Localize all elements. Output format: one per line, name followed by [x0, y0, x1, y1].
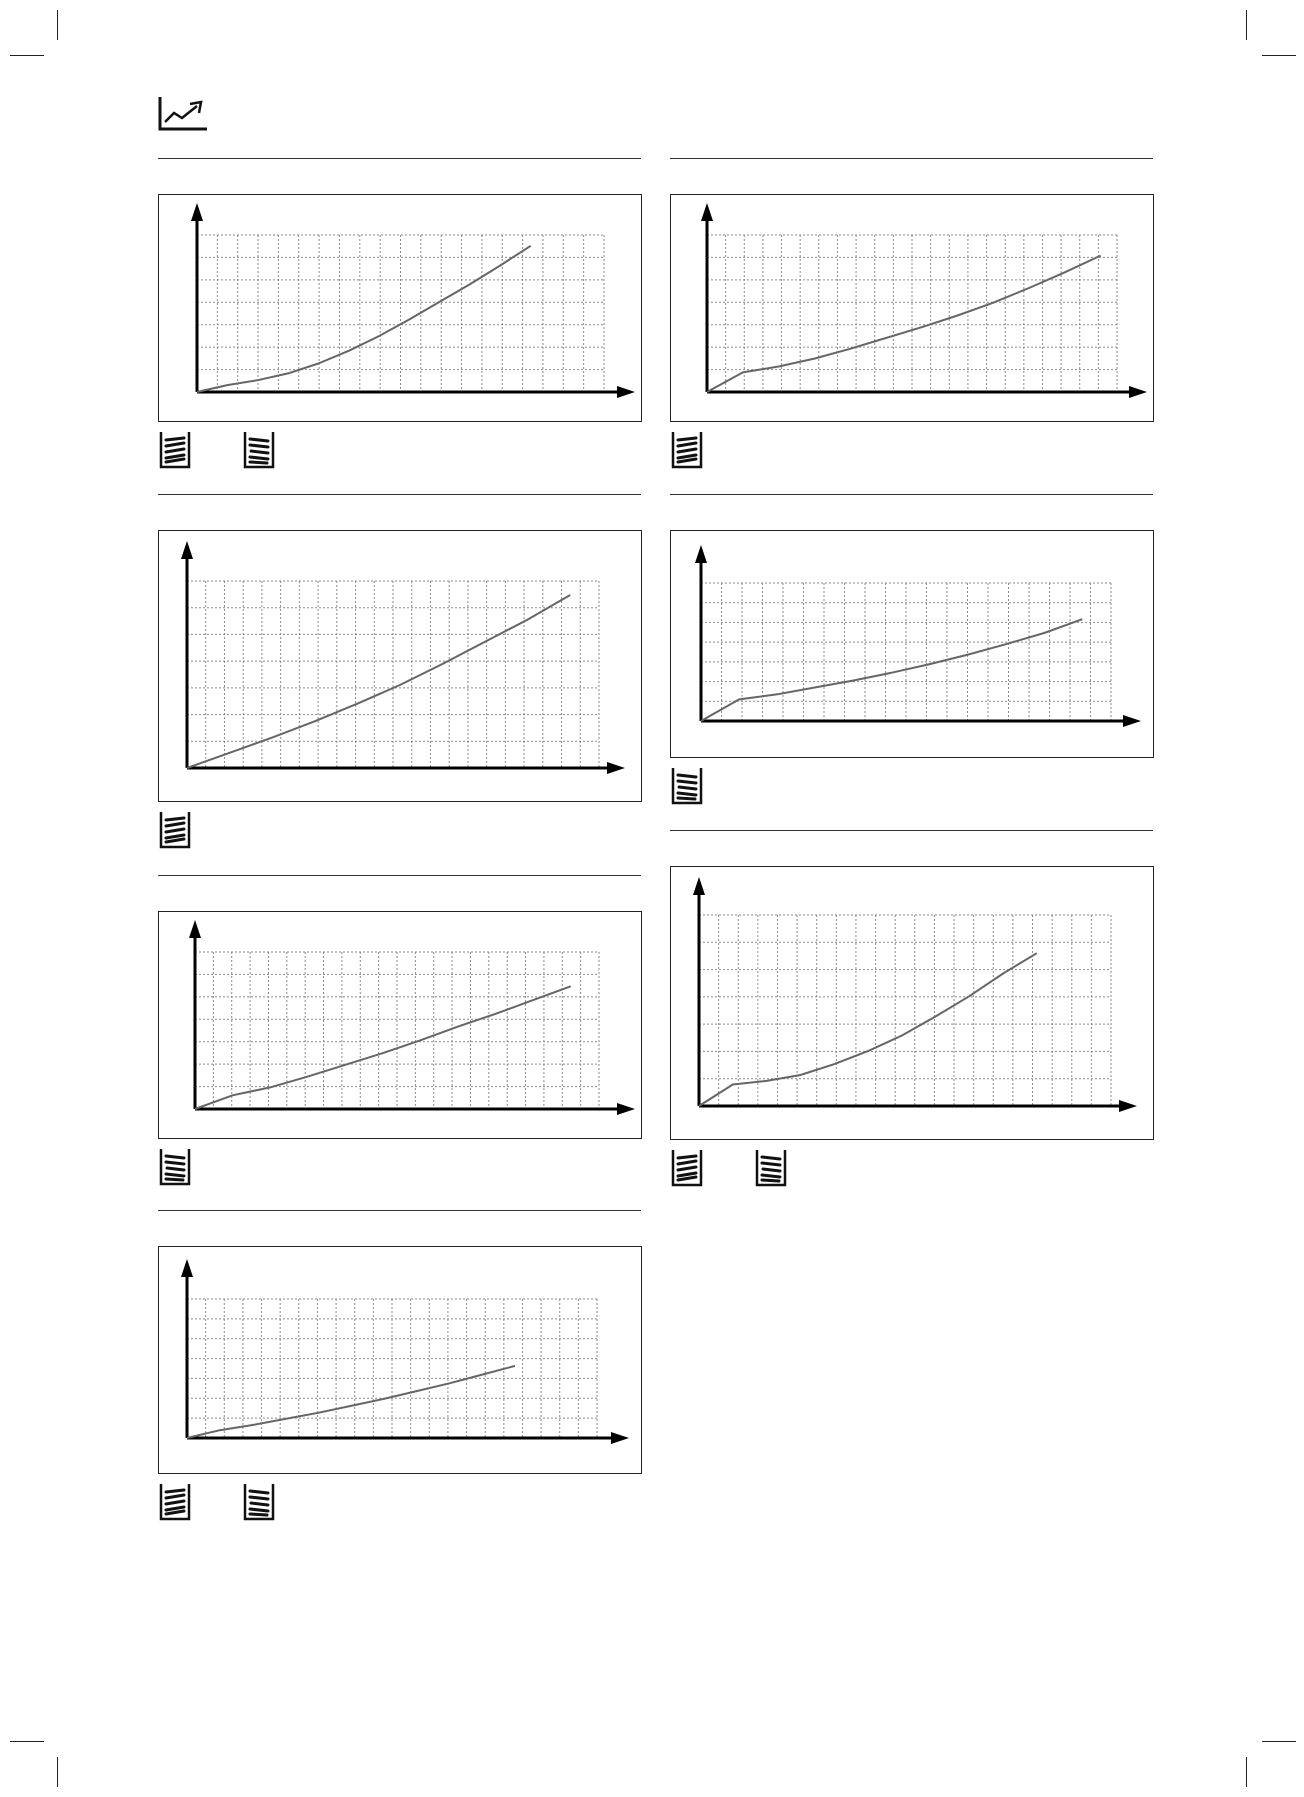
x-axis-arrow — [617, 386, 635, 398]
x-axis-arrow — [607, 762, 625, 774]
grid — [195, 952, 599, 1109]
spring-coil-alt-icon — [754, 1148, 788, 1188]
section-rule — [670, 158, 1153, 159]
series-line — [707, 256, 1101, 392]
series-line — [187, 1366, 515, 1438]
y-axis-arrow — [693, 877, 705, 895]
y-axis-arrow — [701, 203, 713, 221]
series-line — [699, 953, 1037, 1106]
y-axis-arrow — [189, 920, 201, 938]
spring-coil-alt-icon — [242, 1482, 276, 1522]
chart-panel — [158, 194, 642, 422]
spring-type-icons — [670, 1148, 788, 1188]
spring-coil-alt-icon — [242, 430, 276, 470]
section-rule — [670, 830, 1153, 831]
spring-type-icons — [158, 1482, 276, 1522]
crop-mark-tl-h — [10, 55, 44, 56]
chart-panel — [158, 530, 642, 802]
x-axis-arrow — [1129, 386, 1147, 398]
line-chart — [159, 195, 643, 423]
x-axis-arrow — [1123, 715, 1141, 727]
grid — [187, 581, 599, 768]
spring-type-icons — [670, 430, 704, 470]
spring-coil-alt-icon — [158, 1147, 192, 1187]
series-line — [701, 619, 1082, 721]
crop-mark-tr-v — [1246, 10, 1247, 40]
y-axis-arrow — [181, 541, 193, 559]
y-axis-arrow — [181, 1259, 193, 1277]
grid — [197, 235, 604, 392]
section-rule — [158, 158, 641, 159]
spring-type-icons — [158, 810, 192, 850]
spring-coil-icon — [158, 430, 192, 470]
chart-panel — [670, 866, 1154, 1140]
spring-coil-icon — [158, 810, 192, 850]
x-axis-arrow — [611, 1432, 629, 1444]
spring-coil-icon — [670, 430, 704, 470]
line-chart — [671, 531, 1155, 759]
spring-type-icons — [158, 430, 276, 470]
section-rule — [158, 875, 641, 876]
line-chart — [671, 867, 1155, 1141]
series-line — [187, 595, 570, 768]
x-axis-arrow — [617, 1103, 635, 1115]
chart-panel — [670, 530, 1154, 758]
section-rule — [670, 494, 1153, 495]
spring-type-icons — [670, 766, 704, 806]
series-line — [197, 246, 531, 392]
chart-panel — [670, 194, 1154, 422]
y-axis-arrow — [695, 545, 707, 563]
spring-coil-alt-icon — [670, 766, 704, 806]
spring-type-icons — [158, 1147, 192, 1187]
grid — [699, 915, 1111, 1106]
section-rule — [158, 1210, 641, 1211]
line-chart — [159, 531, 643, 803]
crop-mark-bl-h — [10, 1741, 44, 1742]
line-chart — [159, 1247, 643, 1475]
crop-mark-tr-h — [1262, 55, 1296, 56]
crop-mark-bl-v — [57, 1757, 58, 1787]
series-line — [195, 986, 571, 1109]
spring-coil-icon — [158, 1482, 192, 1522]
trend-chart-icon — [157, 95, 209, 138]
line-chart — [159, 912, 643, 1140]
line-chart — [671, 195, 1155, 423]
crop-mark-tl-v — [57, 10, 58, 40]
chart-panel — [158, 1246, 642, 1474]
grid — [187, 1299, 597, 1438]
x-axis-arrow — [1119, 1100, 1137, 1112]
crop-mark-br-v — [1246, 1757, 1247, 1787]
section-rule — [158, 494, 641, 495]
crop-mark-br-h — [1262, 1741, 1296, 1742]
chart-panel — [158, 911, 642, 1139]
y-axis-arrow — [191, 203, 203, 221]
grid — [701, 583, 1111, 721]
spring-coil-icon — [670, 1148, 704, 1188]
